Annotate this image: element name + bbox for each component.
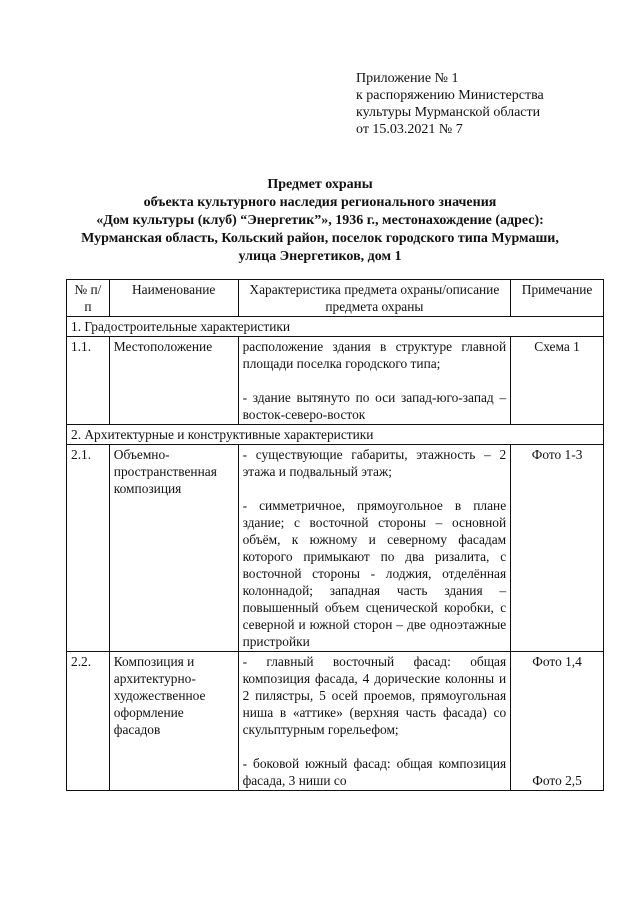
- note-spacer: [515, 755, 599, 772]
- appendix-line: культуры Мурманской области: [356, 105, 541, 120]
- desc-paragraph: - здание вытянуто по оси запад-юго-запад – восток-северо-восток: [242, 390, 507, 422]
- table-row: [67, 445, 604, 652]
- desc-paragraph: - симметричное, прямоугольное в плане здание; с восточной стороны – основной объём, к южному и северному фасадам которого примыкают по два ризалита, с восточной стороны - лоджия, отделённая колоннадой; западная часть здания – повышенный объем сценической коробки, с северной и южной сторон – две одноэтажные пристройки: [242, 498, 507, 649]
- header-num: № п/п: [67, 280, 110, 317]
- header-note: Примечание: [511, 280, 604, 317]
- row-desc: [238, 445, 511, 652]
- row-desc: [238, 652, 511, 791]
- note-text: Фото 1,4: [532, 654, 582, 669]
- row-desc: [238, 337, 511, 425]
- section-title: 2. Архитектурные и конструктивные характеристики: [67, 425, 604, 445]
- table-header-row: [67, 280, 604, 317]
- table-row: [67, 337, 604, 425]
- section-title: 1. Градостроительные характеристики: [67, 317, 604, 337]
- row-note: [511, 337, 604, 425]
- row-note: [511, 445, 604, 652]
- header-desc: Характеристика предмета охраны/описание предмета охраны: [238, 280, 511, 317]
- desc-paragraph: - главный восточный фасад: общая композиция фасада, 4 дорические колонны и 2 пилястры, 5 осей проемов, прямоугольная ниша в «аттике» (верхняя часть фасада) со скульптурным горельефом;: [242, 654, 507, 737]
- appendix-line: к распоряжению Министерства: [356, 88, 544, 103]
- section-row: [67, 317, 604, 337]
- row-num: 1.1.: [67, 337, 110, 425]
- title-line: улица Энергетиков, дом 1: [238, 249, 402, 264]
- note-spacer: [515, 687, 599, 704]
- desc-paragraph: - боковой южный фасад: общая композиция фасада, 3 ниши со: [242, 756, 507, 788]
- title-line: Мурманская область, Кольский район, поселок городского типа Мурмаши,: [81, 231, 559, 246]
- title-line: объекта культурного наследия регионального значения: [143, 195, 497, 210]
- appendix-line: от 15.03.2021 № 7: [356, 122, 463, 137]
- document-title: [40, 176, 600, 266]
- row-name: Композиция и архитектурно-художественное оформление фасадов: [109, 652, 238, 791]
- row-num: 2.1.: [67, 445, 110, 652]
- row-name: Местоположение: [109, 337, 238, 425]
- desc-paragraph: расположение здания в структуре главной площади поселка городского типа;: [242, 339, 507, 371]
- note-text: Фото 2,5: [532, 773, 582, 788]
- section-row: [67, 425, 604, 445]
- note-spacer: [515, 721, 599, 738]
- appendix-line: Приложение № 1: [356, 71, 459, 86]
- title-line: Предмет охраны: [267, 177, 373, 192]
- protection-table: [66, 279, 604, 791]
- title-line: «Дом культуры (клуб) “Энергетик”», 1936 г., местонахождение (адрес):: [96, 213, 544, 228]
- appendix-block: [356, 70, 616, 138]
- note-spacer: [515, 738, 599, 755]
- row-name: Объемно-пространственная композиция: [109, 445, 238, 652]
- table-row: [67, 652, 604, 791]
- row-num: 2.2.: [67, 652, 110, 791]
- note-spacer: [515, 670, 599, 687]
- note-text: Фото 1-3: [531, 447, 583, 462]
- note-spacer: [515, 704, 599, 721]
- note-text: Схема 1: [534, 339, 580, 354]
- row-note: [511, 652, 604, 791]
- header-name: Наименование: [109, 280, 238, 317]
- desc-paragraph: - существующие габариты, этажность – 2 этажа и подвальный этаж;: [242, 447, 507, 479]
